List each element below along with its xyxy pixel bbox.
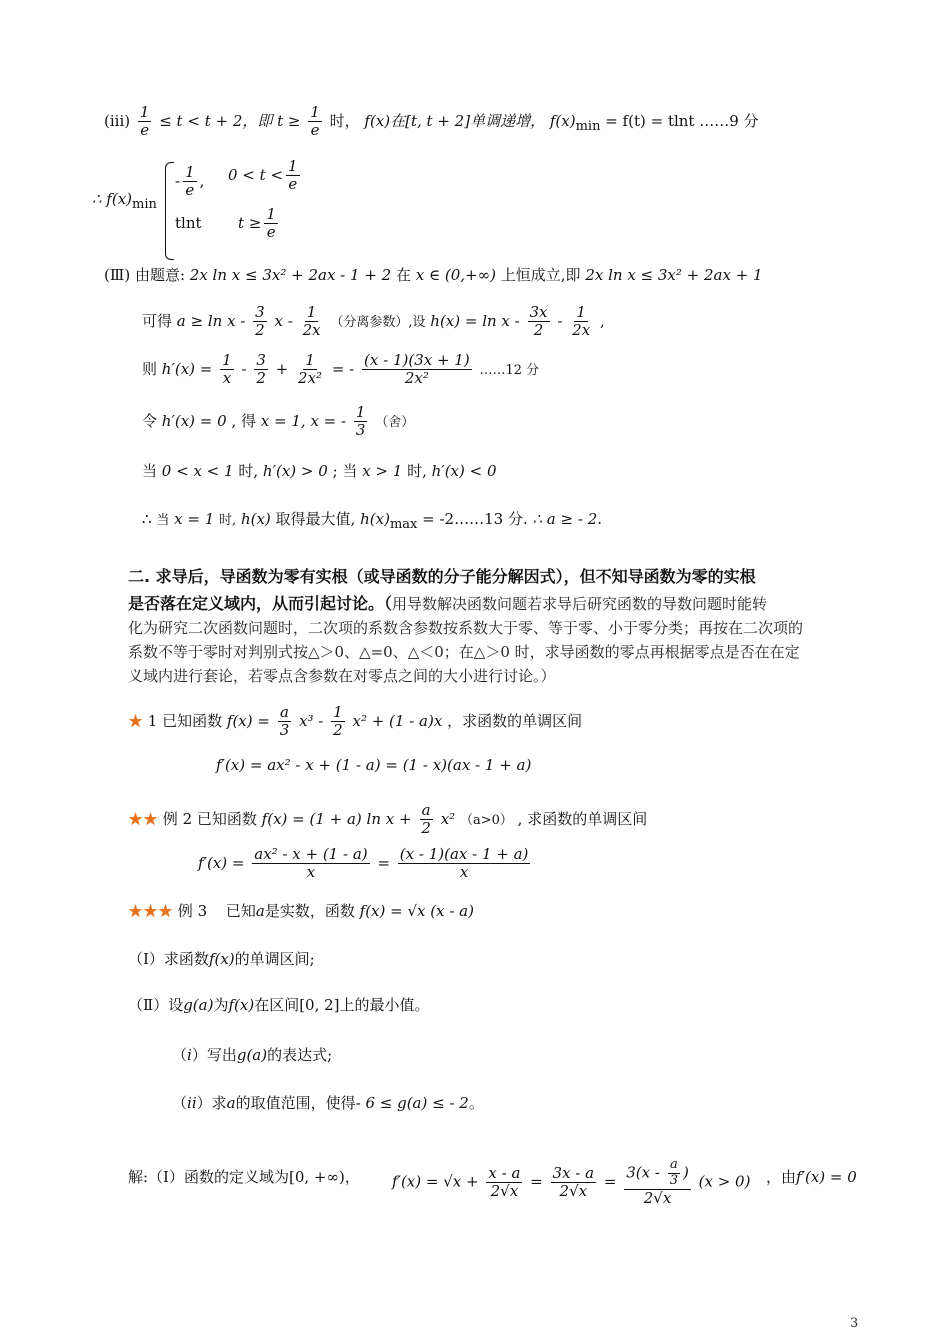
case2-condition: t ≥ $\frac{1}{e}$ [238,205,276,242]
part3-line6: ∴ 当 x = 1 时, h(x) 取得最大值, $h(x)_{max}$ = -2……13 分. ∴ a ≥ - 2. [142,510,603,532]
part3-line1: (Ⅲ) 由题意: 2x ln x ≤ 3x² + 2ax - 1 + 2 在 x ∈ (0,+∞) 上恒成立,即 2x ln x ≤ 3x² + 2ax + 1 [104,266,763,284]
example2-line: ★★ 例 2 已知函数 f(x) = (1 + a) ln x + $\frac{a}{2}$ x² （a>0） , 求函数的单调区间 [128,801,648,838]
part3-line3: 则 h′(x) = $\frac{1}{x}$ - $\frac{3}{2}$ + $\frac{1}{\text{2x²}}$ = - $\frac{(x - 1)(3x + 1)}{\text{2x²}}$ ……12 分 [142,351,540,388]
case1-condition: 0 < t < $\frac{1}{e}$ [228,157,298,194]
part3-line2: 可得 a ≥ ln x - $\frac{3}{2}$ x - $\frac{1}{2x}$ （分离参数）,设 h(x) = ln x - $\frac{3x}{2}$ - $\frac{1}{2x}$ , [142,303,605,340]
part-iii-line [104,104,759,140]
example1-derivative: f′(x) = ax² - x + (1 - a) = (1 - x)(ax - 1 + a) [216,756,532,774]
part-iii-text: 时， [329,111,360,130]
case2-value: tlnt [175,214,202,232]
part-iii-label: (iii) [104,111,131,130]
star-icon: ★★★ [128,902,174,920]
solution-tail: ，由f′(x) = 0 [766,1168,857,1186]
section2-intro-line4: 系数不等于零时对判别式按△＞0、△=0、△＜0；在△＞0 时，求导函数的零点再根据零点是否在在定 [128,643,800,661]
example2-derivative: f′(x) = $\frac{\text{ax² - x + (1 - a)}}{x}$ = $\frac{(x - 1)(ax - 1 + a)}{x}$ [198,845,529,882]
example3-line: ★★★ 例 3 已知a是实数，函数 f(x) = √x (x - a) [128,902,474,920]
part-iii-cond: ≤ t < t + 2，即 t ≥ [159,111,301,130]
frac-1-over-e: $\frac{1}{e}$ [310,103,320,140]
part-iii-fmin: f(x) [549,111,576,130]
part3-line4: 令 h′(x) = 0 , 得 x = 1, x = - $\frac{1}{3}$ （舍） [142,403,415,440]
star-icon: ★ [128,711,144,730]
solution-line1: 解:（Ⅰ）函数的定义域为[0, +∞)， [128,1168,360,1186]
part-iii-result: = f(t) = tlnt ……9 分 [605,111,759,130]
example3-part2-ii: （ii）求a的取值范围，使得- 6 ≤ g(a) ≤ - 2。 [172,1094,484,1112]
case1-value: - $\frac{1}{e}$ , [175,163,205,200]
summary-prefix: ∴ $f(x)_{min}$ [92,190,157,212]
star-icon: ★★ [128,809,159,828]
min-subscript: min [132,197,157,212]
min-subscript: min [575,118,601,134]
example3-part1: （Ⅰ）求函数f(x)的单调区间; [128,950,315,968]
section2-intro-line3: 化为研究二次函数问题时，二次项的系数含参数按系数大于零、等于零、小于零分类；再按在二次项的 [128,619,804,637]
part-iii-mono: f(x)在[t, t + 2]单调递增， [364,111,546,130]
section2-intro-line5: 义域内进行套论，若零点含参数在对零点之间的大小进行讨论。） [128,667,556,685]
part3-line5: 当 0 < x < 1 时, h′(x) > 0 ; 当 x > 1 时, h′(x) < 0 [142,462,497,480]
example3-part2: （Ⅱ）设g(a)为f(x)在区间[0, 2]上的最小值。 [128,996,430,1014]
example3-part2-i: （i）写出g(a)的表达式; [172,1046,333,1064]
section2-title-line2: 是否落在定义域内，从而引起讨论。（用导数解决函数问题若求导后研究函数的导数问题时能转 [128,594,768,613]
piecewise-brace [165,162,174,260]
page-number: 3 [850,1316,859,1331]
solution-derivative: f′(x) = √x + $\frac{x - a}{2√x}$ = $\frac{3x - a}{2√x}$ = 3(x - $\frac{a}{3}$ ) 2√x (x > 0) [392,1157,751,1207]
example1-line: ★ 1 已知函数 f(x) = $\frac{a}{3}$ x³ - $\frac{1}{2}$ x² + (1 - a)x ，求函数的单调区间 [128,703,583,740]
frac-1-over-e: $\frac{1}{e}$ [139,103,150,140]
section2-title-line1: 二. 求导后，导函数为零有实根（或导函数的分子能分解因式），但不知导函数为零的实根 [128,567,756,586]
